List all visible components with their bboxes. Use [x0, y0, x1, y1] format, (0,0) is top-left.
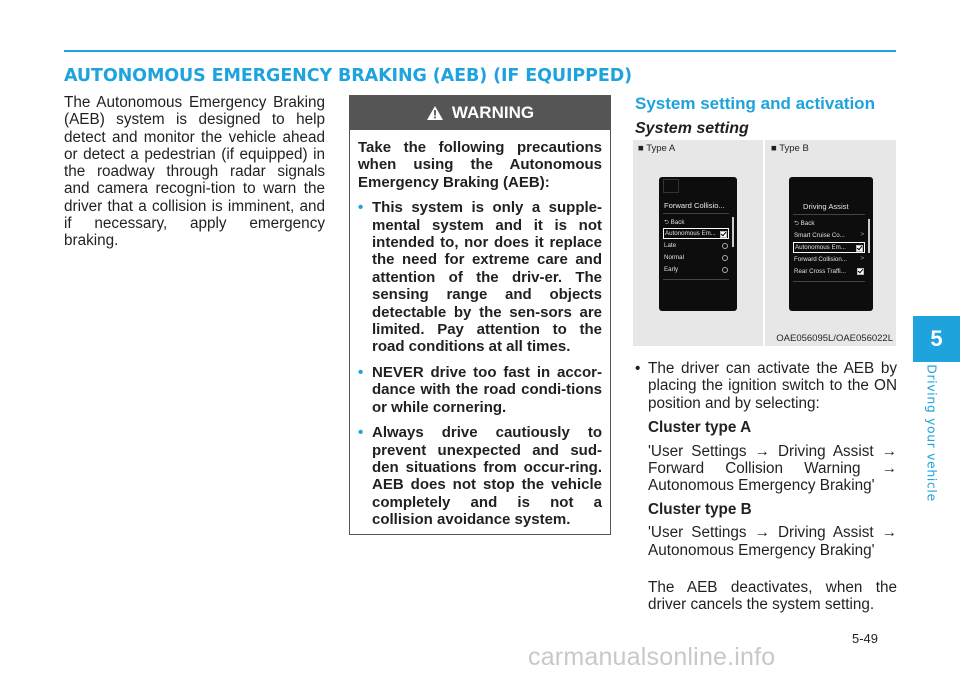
screen-b-row-rcta: Rear Cross Traffi... — [793, 266, 865, 277]
cluster-type-b-path: 'User Settings → Driving Assist → Autonomous Emergency Braking' — [648, 524, 897, 559]
warning-header — [350, 96, 610, 130]
warning-item — [358, 199, 602, 356]
page-number: 5-49 — [852, 631, 879, 646]
warning-lead: Take the following precautions when using the Autonomous Emergency Braking (AEB): — [358, 139, 602, 191]
cluster-screen-type-a — [659, 177, 737, 311]
activation-bullet-text: The driver can activate the AEB by placing the ignition switch to the ON position and by selecting: — [648, 360, 897, 412]
screen-a-row-early: Early — [663, 264, 729, 275]
activation-bullet — [635, 360, 897, 412]
warning-body — [358, 139, 602, 537]
chapter-tab: 5 — [913, 316, 960, 362]
section-subheading: System setting — [635, 120, 749, 137]
cluster-screen-type-b — [789, 177, 873, 311]
warning-item-text: Always drive cautiously to prevent unexpected and sud-den situations from occur-ring. AEB does not stop the vehicle completely and is not a collision avoidance system. — [372, 424, 602, 529]
intro-paragraph: The Autonomous Emergency Braking (AEB) system is designed to help detect and monitor the vehicle ahead or detect a pedestrian (if equipped) in the roadway through radar signals and camera recogni-tion to warn the driver that a collision is imminent, and if necessary, apply emergency braking. — [64, 94, 325, 250]
bullet-icon: • — [358, 424, 364, 442]
scrollbar — [732, 217, 734, 247]
warning-item — [358, 424, 602, 528]
divider — [793, 214, 865, 215]
screen-a-row-normal: Normal — [663, 252, 729, 263]
chapter-label — [921, 366, 943, 500]
screen-b-row-aeb: Autonomous Em... — [793, 242, 865, 253]
warning-list — [358, 199, 602, 528]
cluster-type-a-path: 'User Settings → Driving Assist → Forward Collision Warning → Autonomous Emergency Braking' — [648, 442, 897, 495]
cluster-type-a-heading: Cluster type A — [648, 419, 752, 437]
screen-b-row-fcw: Forward Collision... > — [794, 256, 864, 263]
checkbox-checked-icon — [856, 245, 863, 252]
screen-a-row-late: Late — [663, 240, 729, 251]
checkbox-checked-icon — [857, 268, 864, 275]
activation-text — [635, 360, 897, 620]
radio-icon — [722, 243, 728, 249]
warning-box — [349, 95, 611, 535]
radio-icon — [722, 267, 728, 273]
page-title: AUTONOMOUS EMERGENCY BRAKING (AEB) (IF EQUIPPED) — [64, 66, 633, 86]
divider — [663, 213, 729, 214]
section-heading: System setting and activation — [635, 94, 875, 113]
divider — [663, 279, 729, 280]
chapter-title: Driving your vehicle — [924, 364, 940, 502]
screen-b-row-back: ⮌ Back — [794, 220, 815, 227]
warning-triangle-icon — [426, 105, 444, 121]
screen-b-row-scc: Smart Cruise Co... > — [794, 232, 864, 239]
checkbox-checked-icon — [720, 231, 727, 238]
warning-item-text: This system is only a supple-mental system and it is not intended to, nor does it replace the need for extreme care and attention of the driv-er. The sensing range and objects detectable by the sen-sors are limited. Pay attention to the road conditions at all times. — [372, 199, 602, 356]
top-rule — [64, 50, 896, 52]
screen-a-row-aeb: Autonomous Em... — [663, 228, 729, 239]
screen-a-row-back: ⮌ Back — [664, 219, 685, 226]
radio-icon — [722, 255, 728, 261]
screen-b-title: Driving Assist — [803, 202, 849, 211]
scrollbar — [868, 219, 870, 253]
divider — [793, 281, 865, 282]
cluster-type-b-heading: Cluster type B — [648, 500, 752, 518]
type-b-label: ■ Type B — [771, 143, 809, 154]
chevron-right-icon: > — [860, 256, 864, 262]
figure-divider — [763, 140, 765, 346]
bullet-icon: • — [635, 360, 641, 377]
screen-a-title: Forward Collisio... — [664, 201, 725, 210]
bullet-icon: • — [358, 199, 364, 217]
deactivation-note: The AEB deactivates, when the driver cancels the system setting. — [648, 579, 897, 614]
type-a-label: ■ Type A — [638, 143, 676, 154]
spacer — [635, 565, 897, 579]
chevron-right-icon: > — [860, 232, 864, 238]
warning-item — [358, 364, 602, 416]
cluster-settings-figure — [633, 140, 896, 346]
watermark: carmanualsonline.info — [528, 643, 776, 671]
figure-code: OAE056095L/OAE056022L — [776, 333, 893, 344]
warning-heading: WARNING — [451, 103, 535, 122]
warning-item-text: NEVER drive too fast in accor-dance with the road condi-tions or while cornering. — [372, 363, 602, 416]
bullet-icon: • — [358, 363, 364, 381]
screen-icon-box — [663, 179, 679, 193]
